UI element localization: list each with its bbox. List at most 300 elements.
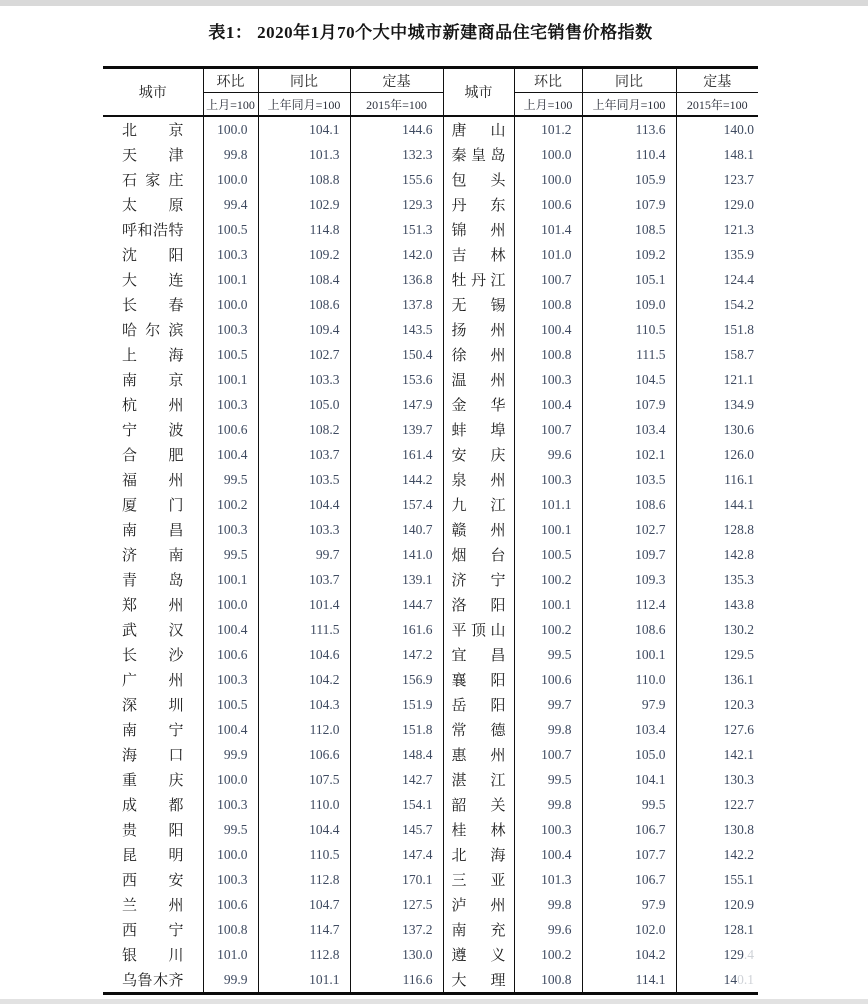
col-header-yoy-left: 同比 — [258, 68, 350, 93]
city-cell: 吉林 — [443, 242, 514, 267]
city-cell: 长春 — [122, 298, 184, 314]
value-cell: 134.9 — [676, 392, 758, 417]
value-cell: 108.6 — [582, 617, 676, 642]
value-cell: 108.2 — [258, 417, 350, 442]
col-header-base-right: 定基 — [676, 68, 758, 93]
city-cell: 石家庄 — [122, 173, 184, 189]
city-cell: 西安 — [122, 873, 184, 889]
value-cell: 100.1 — [203, 267, 258, 292]
city-cell: 三亚 — [443, 867, 514, 892]
col-header-yoy-right: 同比 — [582, 68, 676, 93]
value-cell: 103.7 — [258, 442, 350, 467]
value-cell: 99.8 — [514, 892, 582, 917]
city-cell: 扬州 — [443, 317, 514, 342]
value-cell: 144.6 — [350, 116, 443, 142]
value-cell: 102.9 — [258, 192, 350, 217]
value-cell: 142.7 — [350, 767, 443, 792]
value-cell: 150.4 — [350, 342, 443, 367]
value-cell: 100.6 — [203, 417, 258, 442]
value-cell: 100.7 — [514, 742, 582, 767]
table-row — [103, 192, 758, 217]
value-cell: 112.0 — [258, 717, 350, 742]
city-cell: 长沙 — [122, 648, 184, 664]
value-cell: 142.1 — [676, 742, 758, 767]
city-cell: 兰州 — [122, 898, 184, 914]
value-cell: 155.6 — [350, 167, 443, 192]
table-row — [103, 392, 758, 417]
value-cell: 130.8 — [676, 817, 758, 842]
value-cell: 151.8 — [350, 717, 443, 742]
value-cell: 151.8 — [676, 317, 758, 342]
value-cell: 144.2 — [350, 467, 443, 492]
value-cell: 100.0 — [203, 167, 258, 192]
value-cell: 100.2 — [514, 617, 582, 642]
city-cell: 常德 — [443, 717, 514, 742]
value-cell: 99.6 — [514, 917, 582, 942]
value-cell: 102.7 — [258, 342, 350, 367]
table-row — [103, 242, 758, 267]
value-cell: 107.9 — [582, 192, 676, 217]
value-cell: 100.2 — [514, 567, 582, 592]
city-cell: 南京 — [122, 373, 184, 389]
value-cell: 99.8 — [203, 142, 258, 167]
value-cell: 101.1 — [514, 492, 582, 517]
value-cell: 120.3 — [676, 692, 758, 717]
value-cell: 106.7 — [582, 867, 676, 892]
city-cell: 厦门 — [122, 498, 184, 514]
table-row — [103, 492, 758, 517]
value-cell: 100.2 — [203, 492, 258, 517]
subheader-yoy-right: 上年同月=100 — [582, 93, 676, 117]
value-cell: 102.1 — [582, 442, 676, 467]
value-cell: 104.4 — [258, 492, 350, 517]
value-cell: 161.4 — [350, 442, 443, 467]
value-cell: 111.5 — [582, 342, 676, 367]
value-cell: 106.6 — [258, 742, 350, 767]
city-cell: 上海 — [122, 348, 184, 364]
city-cell: 广州 — [122, 673, 184, 689]
city-cell: 南充 — [443, 917, 514, 942]
city-cell: 湛江 — [443, 767, 514, 792]
city-cell: 安庆 — [443, 442, 514, 467]
value-cell: 143.5 — [350, 317, 443, 342]
value-cell: 103.5 — [582, 467, 676, 492]
subheader-mom-right: 上月=100 — [514, 93, 582, 117]
value-cell: 114.7 — [258, 917, 350, 942]
value-cell: 132.3 — [350, 142, 443, 167]
value-cell: 102.7 — [582, 517, 676, 542]
value-cell: 147.2 — [350, 642, 443, 667]
value-cell: 116.1 — [676, 467, 758, 492]
city-cell: 宜昌 — [443, 642, 514, 667]
value-cell: 128.1 — [676, 917, 758, 942]
value-cell: 100.4 — [514, 392, 582, 417]
value-cell: 97.9 — [582, 692, 676, 717]
value-cell: 102.0 — [582, 917, 676, 942]
value-cell: 104.7 — [258, 892, 350, 917]
city-cell: 郑州 — [122, 598, 184, 614]
col-header-city-left: 城市 — [103, 68, 203, 117]
value-cell: 100.3 — [203, 667, 258, 692]
table-header — [103, 68, 758, 117]
value-cell: 104.3 — [258, 692, 350, 717]
city-cell: 烟台 — [443, 542, 514, 567]
col-header-mom-left: 环比 — [203, 68, 258, 93]
value-cell: 130.2 — [676, 617, 758, 642]
value-cell: 105.1 — [582, 267, 676, 292]
table-row — [103, 867, 758, 892]
value-cell: 110.0 — [258, 792, 350, 817]
table-row — [103, 567, 758, 592]
value-cell: 111.5 — [258, 617, 350, 642]
value-cell: 101.0 — [514, 242, 582, 267]
value-cell: 100.5 — [203, 217, 258, 242]
value-cell: 100.4 — [203, 717, 258, 742]
value-cell: 100.4 — [514, 317, 582, 342]
value-cell: 130.0 — [350, 942, 443, 967]
city-cell: 南宁 — [122, 723, 184, 739]
value-cell: 157.4 — [350, 492, 443, 517]
col-header-base-left: 定基 — [350, 68, 443, 93]
value-cell: 104.5 — [582, 367, 676, 392]
col-header-city-right: 城市 — [443, 68, 514, 117]
city-cell: 太原 — [122, 198, 184, 214]
value-cell: 103.7 — [258, 567, 350, 592]
city-cell: 杭州 — [122, 398, 184, 414]
city-cell: 秦皇岛 — [443, 142, 514, 167]
value-cell: 110.0 — [582, 667, 676, 692]
value-cell: 158.7 — [676, 342, 758, 367]
value-cell: 135.3 — [676, 567, 758, 592]
value-cell: 108.5 — [582, 217, 676, 242]
table-row — [103, 592, 758, 617]
value-cell: 100.8 — [203, 917, 258, 942]
table-row — [103, 317, 758, 342]
table-row — [103, 717, 758, 742]
subheader-mom-left: 上月=100 — [203, 93, 258, 117]
value-cell: 129.0 — [676, 192, 758, 217]
city-cell: 温州 — [443, 367, 514, 392]
value-cell: 97.9 — [582, 892, 676, 917]
value-cell: 126.0 — [676, 442, 758, 467]
city-cell: 徐州 — [443, 342, 514, 367]
value-cell: 148.4 — [350, 742, 443, 767]
table-row — [103, 116, 758, 142]
city-cell: 遵义 — [443, 942, 514, 967]
value-cell: 100.0 — [514, 167, 582, 192]
value-cell: 100.8 — [514, 967, 582, 994]
city-cell: 福州 — [122, 473, 184, 489]
city-cell: 韶关 — [443, 792, 514, 817]
city-cell: 蚌埠 — [443, 417, 514, 442]
page-title: 表1： 2020年1月70个大中城市新建商品住宅销售价格指数 — [208, 23, 653, 42]
value-cell: 100.4 — [514, 842, 582, 867]
value-cell: 114.1 — [582, 967, 676, 994]
value-cell: 110.4 — [582, 142, 676, 167]
value-cell: 101.3 — [258, 142, 350, 167]
value-cell: 100.2 — [514, 942, 582, 967]
value-cell: 99.9 — [203, 967, 258, 994]
city-cell: 济南 — [122, 548, 184, 564]
table-row — [103, 417, 758, 442]
table-row — [103, 842, 758, 867]
city-cell: 襄阳 — [443, 667, 514, 692]
value-cell: 124.4 — [676, 267, 758, 292]
value-cell: 104.1 — [258, 116, 350, 142]
subheader-yoy-left: 上年同月=100 — [258, 93, 350, 117]
value-cell: 141.0 — [350, 542, 443, 567]
price-index-table — [103, 66, 758, 995]
subheader-base-right: 2015年=100 — [676, 93, 758, 117]
value-cell: 105.9 — [582, 167, 676, 192]
value-cell: 151.3 — [350, 217, 443, 242]
table-row — [103, 142, 758, 167]
value-cell: 100.4 — [203, 617, 258, 642]
value-cell: 103.3 — [258, 367, 350, 392]
value-cell: 105.0 — [582, 742, 676, 767]
table-row — [103, 292, 758, 317]
value-cell: 107.7 — [582, 842, 676, 867]
value-cell: 100.8 — [514, 342, 582, 367]
value-cell: 99.6 — [514, 442, 582, 467]
table-row — [103, 817, 758, 842]
value-cell: 127.6 — [676, 717, 758, 742]
city-cell: 泸州 — [443, 892, 514, 917]
value-cell: 120.9 — [676, 892, 758, 917]
value-cell: 142.2 — [676, 842, 758, 867]
table-row — [103, 267, 758, 292]
value-cell: 153.6 — [350, 367, 443, 392]
table-row — [103, 767, 758, 792]
value-cell: 100.5 — [203, 342, 258, 367]
city-cell: 桂林 — [443, 817, 514, 842]
city-cell: 大理 — [443, 967, 514, 994]
value-cell: 100.0 — [203, 116, 258, 142]
city-cell: 洛阳 — [443, 592, 514, 617]
value-cell: 130.6 — [676, 417, 758, 442]
city-cell: 济宁 — [443, 567, 514, 592]
value-cell: 139.1 — [350, 567, 443, 592]
value-cell: 127.5 — [350, 892, 443, 917]
city-cell: 武汉 — [122, 623, 184, 639]
value-cell: 99.8 — [514, 717, 582, 742]
city-cell: 沈阳 — [122, 248, 184, 264]
city-cell: 惠州 — [443, 742, 514, 767]
value-cell: 100.8 — [514, 292, 582, 317]
table-row — [103, 617, 758, 642]
city-cell: 无锡 — [443, 292, 514, 317]
value-cell: 100.3 — [514, 367, 582, 392]
value-cell: 101.1 — [258, 967, 350, 994]
city-cell: 天津 — [122, 148, 184, 164]
value-cell: 129.5 — [676, 642, 758, 667]
city-cell: 北京 — [122, 123, 184, 139]
value-cell: 99.9 — [203, 742, 258, 767]
value-cell: 112.4 — [582, 592, 676, 617]
value-cell: 113.6 — [582, 116, 676, 142]
value-cell: 100.6 — [203, 892, 258, 917]
value-cell: 99.5 — [203, 467, 258, 492]
value-cell: 142.0 — [350, 242, 443, 267]
city-cell: 贵阳 — [122, 823, 184, 839]
table-row — [103, 892, 758, 917]
table-row — [103, 167, 758, 192]
value-cell: 139.7 — [350, 417, 443, 442]
value-cell: 100.0 — [203, 842, 258, 867]
city-cell: 北海 — [443, 842, 514, 867]
value-cell: 155.1 — [676, 867, 758, 892]
value-cell: 100.1 — [514, 517, 582, 542]
value-cell: 103.4 — [582, 417, 676, 442]
value-cell: 109.4 — [258, 317, 350, 342]
value-cell: 151.9 — [350, 692, 443, 717]
value-cell: 100.3 — [203, 242, 258, 267]
table-row — [103, 367, 758, 392]
value-cell: 147.4 — [350, 842, 443, 867]
table-row — [103, 792, 758, 817]
value-cell: 100.3 — [203, 517, 258, 542]
value-cell: 137.2 — [350, 917, 443, 942]
value-cell: 140.0 — [676, 116, 758, 142]
value-cell: 137.8 — [350, 292, 443, 317]
city-cell: 泉州 — [443, 467, 514, 492]
value-cell: 144.1 — [676, 492, 758, 517]
city-cell: 牡丹江 — [443, 267, 514, 292]
table-row — [103, 667, 758, 692]
city-cell: 岳阳 — [443, 692, 514, 717]
table-row — [103, 342, 758, 367]
city-cell: 平顶山 — [443, 617, 514, 642]
table-row — [103, 967, 758, 994]
city-cell: 大连 — [122, 273, 184, 289]
value-cell: 140.1 — [676, 967, 758, 994]
value-cell: 148.1 — [676, 142, 758, 167]
value-cell: 110.5 — [582, 317, 676, 342]
table-row — [103, 467, 758, 492]
value-cell: 104.2 — [258, 667, 350, 692]
value-cell: 143.8 — [676, 592, 758, 617]
value-cell: 121.1 — [676, 367, 758, 392]
value-cell: 108.8 — [258, 167, 350, 192]
value-cell: 128.8 — [676, 517, 758, 542]
value-cell: 103.5 — [258, 467, 350, 492]
value-cell: 100.5 — [514, 542, 582, 567]
value-cell: 100.3 — [514, 817, 582, 842]
value-cell: 100.7 — [514, 267, 582, 292]
value-cell: 101.4 — [514, 217, 582, 242]
value-cell: 105.0 — [258, 392, 350, 417]
city-cell: 深圳 — [122, 698, 184, 714]
city-cell: 成都 — [122, 798, 184, 814]
value-cell: 135.9 — [676, 242, 758, 267]
value-cell: 100.5 — [203, 692, 258, 717]
value-cell: 104.4 — [258, 817, 350, 842]
table-row — [103, 692, 758, 717]
report-sheet — [103, 6, 758, 995]
value-cell: 108.6 — [582, 492, 676, 517]
value-cell: 104.1 — [582, 767, 676, 792]
city-cell: 银川 — [122, 948, 184, 964]
value-cell: 106.7 — [582, 817, 676, 842]
table-row — [103, 517, 758, 542]
subheader-base-left: 2015年=100 — [350, 93, 443, 117]
value-cell: 129.4 — [676, 942, 758, 967]
value-cell: 99.5 — [582, 792, 676, 817]
value-cell: 99.5 — [514, 642, 582, 667]
value-cell: 100.1 — [514, 592, 582, 617]
value-cell: 100.1 — [203, 367, 258, 392]
value-cell: 154.2 — [676, 292, 758, 317]
table-row — [103, 742, 758, 767]
value-cell: 99.7 — [258, 542, 350, 567]
value-cell: 99.7 — [514, 692, 582, 717]
value-cell: 100.6 — [514, 667, 582, 692]
city-cell: 丹东 — [443, 192, 514, 217]
value-cell: 100.1 — [203, 567, 258, 592]
city-cell: 锦州 — [443, 217, 514, 242]
value-cell: 136.8 — [350, 267, 443, 292]
value-cell: 140.7 — [350, 517, 443, 542]
value-cell: 100.0 — [203, 592, 258, 617]
table-row — [103, 917, 758, 942]
value-cell: 100.0 — [203, 292, 258, 317]
value-cell: 109.7 — [582, 542, 676, 567]
value-cell: 107.9 — [582, 392, 676, 417]
value-cell: 154.1 — [350, 792, 443, 817]
table-row — [103, 942, 758, 967]
city-cell: 西宁 — [122, 923, 184, 939]
value-cell: 145.7 — [350, 817, 443, 842]
value-cell: 112.8 — [258, 867, 350, 892]
city-cell: 合肥 — [122, 448, 184, 464]
value-cell: 99.5 — [514, 767, 582, 792]
value-cell: 142.8 — [676, 542, 758, 567]
value-cell: 103.3 — [258, 517, 350, 542]
value-cell: 100.3 — [203, 317, 258, 342]
value-cell: 109.2 — [582, 242, 676, 267]
value-cell: 99.5 — [203, 542, 258, 567]
value-cell: 101.2 — [514, 116, 582, 142]
city-cell: 重庆 — [122, 773, 184, 789]
city-cell: 青岛 — [122, 573, 184, 589]
value-cell: 109.3 — [582, 567, 676, 592]
value-cell: 147.9 — [350, 392, 443, 417]
value-cell: 130.3 — [676, 767, 758, 792]
value-cell: 114.8 — [258, 217, 350, 242]
value-cell: 100.7 — [514, 417, 582, 442]
value-cell: 156.9 — [350, 667, 443, 692]
value-cell: 121.3 — [676, 217, 758, 242]
value-cell: 100.1 — [582, 642, 676, 667]
value-cell: 101.3 — [514, 867, 582, 892]
value-cell: 100.3 — [203, 792, 258, 817]
value-cell: 101.4 — [258, 592, 350, 617]
value-cell: 99.8 — [514, 792, 582, 817]
value-cell: 108.6 — [258, 292, 350, 317]
city-cell: 海口 — [122, 748, 184, 764]
value-cell: 136.1 — [676, 667, 758, 692]
value-cell: 122.7 — [676, 792, 758, 817]
value-cell: 161.6 — [350, 617, 443, 642]
value-cell: 100.4 — [203, 442, 258, 467]
value-cell: 100.3 — [514, 467, 582, 492]
city-cell: 昆明 — [122, 848, 184, 864]
value-cell: 101.0 — [203, 942, 258, 967]
city-cell: 呼和浩特 — [122, 223, 184, 239]
table-body — [103, 116, 758, 994]
value-cell: 100.3 — [203, 867, 258, 892]
value-cell: 99.4 — [203, 192, 258, 217]
